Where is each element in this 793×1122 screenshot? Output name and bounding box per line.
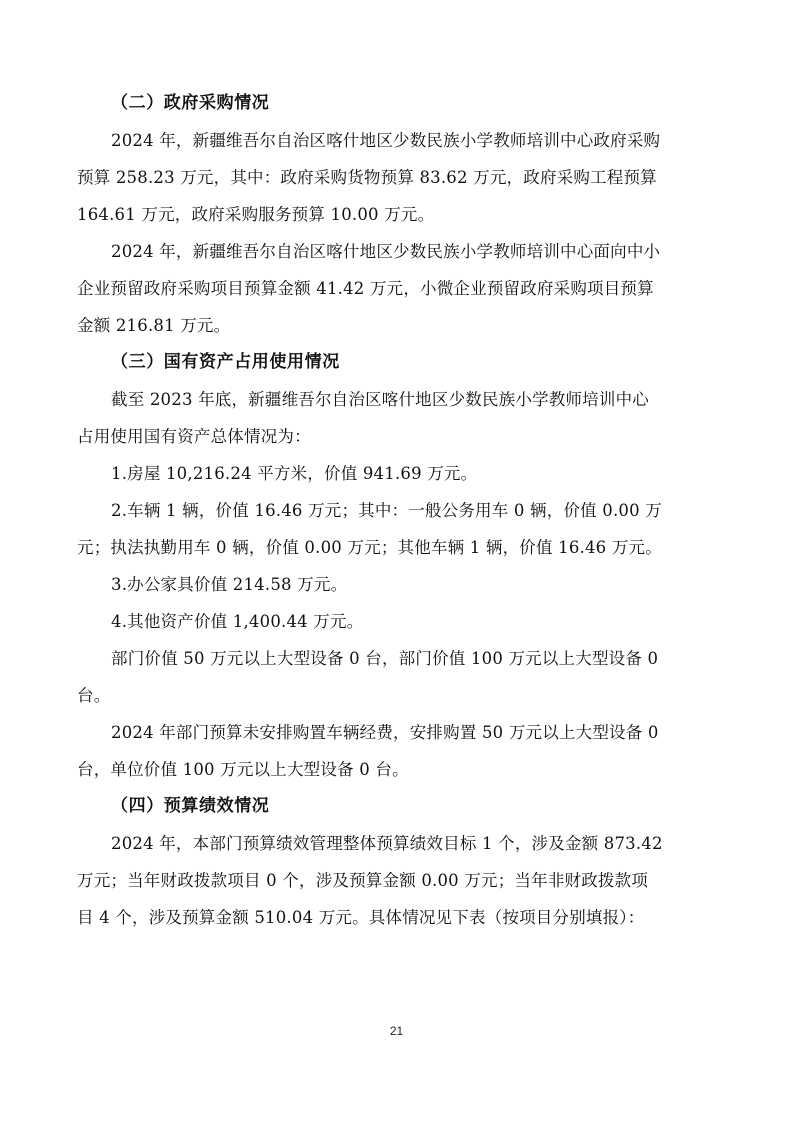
paragraph <box>77 825 717 936</box>
section-heading: （二）政府采购情况 <box>111 93 270 113</box>
paragraph-line: 占用使用国有资产总体情况为： <box>77 427 311 446</box>
paragraph-line: 企业预留政府采购项目预算金额 41.42 万元，小微企业预留政府采购项目预算 <box>77 279 654 298</box>
paragraph-line: 截至 2023 年底，新疆维吾尔自治区喀什地区少数民族小学教师培训中心 <box>111 390 649 409</box>
page-number: 21 <box>389 1024 404 1038</box>
paragraph-line: 2024 年，新疆维吾尔自治区喀什地区少数民族小学教师培训中心政府采购 <box>111 131 661 150</box>
paragraph <box>77 233 717 344</box>
paragraph-line: 2024 年，本部门预算绩效管理整体预算绩效目标 1 个，涉及金额 873.42 <box>111 834 663 853</box>
paragraph-line: 2.车辆 1 辆，价值 16.46 万元；其中：一般公务用车 0 辆，价值 0.00 万 <box>111 501 662 520</box>
page-content <box>77 85 717 936</box>
paragraph-line: 台，单位价值 100 万元以上大型设备 0 台。 <box>77 760 409 779</box>
paragraph <box>77 122 717 233</box>
section-heading: （四）预算绩效情况 <box>111 796 270 816</box>
paragraph <box>77 566 717 603</box>
paragraph-line: 预算 258.23 万元，其中：政府采购货物预算 83.62 万元，政府采购工程预算 <box>77 168 657 187</box>
paragraph <box>77 640 717 714</box>
paragraph <box>77 603 717 640</box>
paragraph-line: 部门价值 50 万元以上大型设备 0 台，部门价值 100 万元以上大型设备 0 <box>111 649 659 668</box>
paragraph-line: 目 4 个，涉及预算金额 510.04 万元。具体情况见下表（按项目分别填报）： <box>77 908 645 927</box>
paragraph-line: 元；执法执勤用车 0 辆，价值 0.00 万元；其他车辆 1 辆，价值 16.46 万元。 <box>77 538 662 557</box>
paragraph <box>77 381 717 455</box>
paragraph <box>77 714 717 788</box>
paragraph <box>77 492 717 566</box>
paragraph-line: 1.房屋 10,216.24 平方米，价值 941.69 万元。 <box>111 464 478 483</box>
paragraph-line: 4.其他资产价值 1,400.44 万元。 <box>111 612 364 631</box>
paragraph-line: 台。 <box>77 686 111 705</box>
section-heading: （三）国有资产占用使用情况 <box>111 352 340 372</box>
paragraph-line: 3.办公家具价值 214.58 万元。 <box>111 575 348 594</box>
paragraph-line: 2024 年，新疆维吾尔自治区喀什地区少数民族小学教师培训中心面向中小 <box>111 242 661 261</box>
paragraph-line: 2024 年部门预算未安排购置车辆经费，安排购置 50 万元以上大型设备 0 <box>111 723 659 742</box>
paragraph-line: 164.61 万元，政府采购服务预算 10.00 万元。 <box>77 205 435 224</box>
paragraph <box>77 455 717 492</box>
paragraph-line: 万元；当年财政拨款项目 0 个，涉及预算金额 0.00 万元；当年非财政拨款项 <box>77 871 649 890</box>
paragraph-line: 金额 216.81 万元。 <box>77 316 231 335</box>
